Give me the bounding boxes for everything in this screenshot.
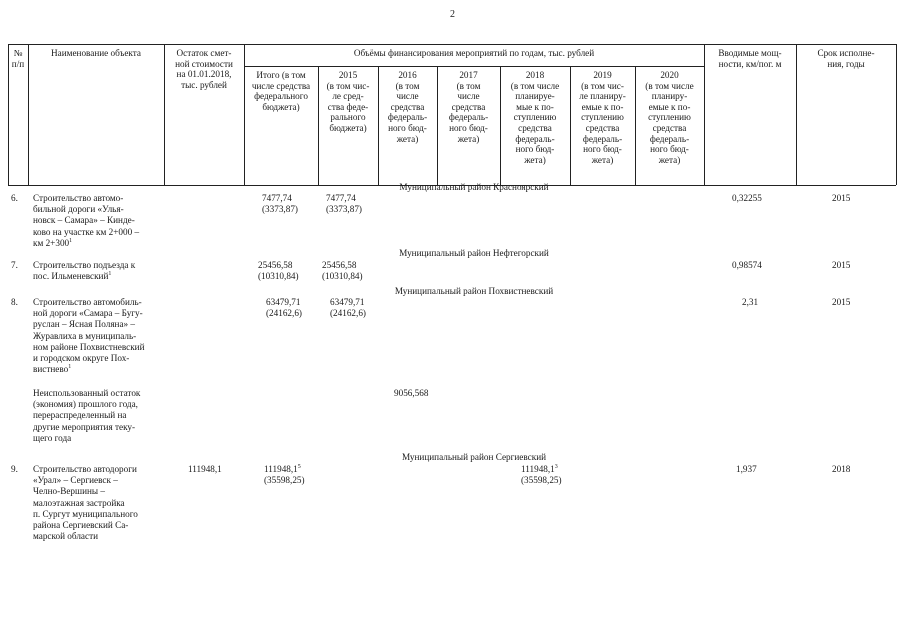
- row-number: 7.: [11, 260, 18, 270]
- object-name: Строительство автомо- бильной дороги «Улья- новск – Самара» – Кинде- ково на участке км 2+000 – км $2+300^1$: [33, 193, 140, 248]
- capacity-value: 0,32255: [732, 193, 762, 203]
- total-value: 111948,1$^5$ (35598,25): [264, 463, 305, 486]
- y2018-value: 111948,1$^3$ (35598,25): [521, 463, 562, 486]
- header-2018: 2018 (в том числе планируе- мые к по- ступлению средства федераль- ного бюд- жета): [510, 70, 560, 165]
- page-number: 2: [450, 9, 455, 20]
- y2015-value: 63479,71 (24162,6): [330, 297, 366, 319]
- header-funding-group: Объёмы финансирования мероприятий по годам, тыс. рублей: [353, 48, 595, 58]
- object-name: Строительство автомобиль- ной дороги «Самара – Бугу- руслан – Ясная Поляна» – Журавлиха в муниципаль- ном районе Похвистневский и городском округе Пох- вистнево$^1$: [33, 297, 145, 375]
- district-title: Муниципальный район Сергиевский: [401, 452, 547, 462]
- header-2016: 2016 (в том числе средства федераль- ного бюд- жета): [387, 70, 428, 144]
- header-capacity: Вводимые мощ- ности, км/пог. м: [718, 48, 782, 69]
- header-name: Наименование объекта: [51, 48, 141, 58]
- header-term: Срок исполне- ния, годы: [817, 48, 875, 69]
- y2015-value: 7477,74 (3373,87): [326, 193, 362, 215]
- district-title: Муниципальный район Похвистневский: [394, 286, 554, 296]
- capacity-value: 2,31: [742, 297, 759, 307]
- term-value: 2015: [832, 193, 851, 203]
- y2015-value: 25456,58 (10310,84): [322, 260, 363, 282]
- total-value: 63479,71 (24162,6): [266, 297, 302, 319]
- header-2019: 2019 (в том чис- ле планиру- емые к по- ступлению средства федераль- ного бюд- жета): [579, 70, 626, 165]
- header-balance: Остаток смет- ной стоимости на 01.01.2018, тыс. рублей: [175, 48, 233, 90]
- term-value: 2018: [832, 464, 851, 474]
- total-value: 25456,58 (10310,84): [258, 260, 299, 282]
- balance-value: 111948,1: [188, 464, 222, 474]
- term-value: 2015: [832, 260, 851, 270]
- y2016-value: 9056,568: [394, 388, 429, 398]
- term-value: 2015: [832, 297, 851, 307]
- total-value: 7477,74 (3373,87): [262, 193, 298, 215]
- district-title: Муниципальный район Нефтегорский: [399, 248, 549, 258]
- capacity-value: 0,98574: [732, 260, 762, 270]
- header-2020: 2020 (в том числе планиру- емые к по- ступлению средства федераль- ного бюд- жета): [645, 70, 694, 165]
- district-title: Муниципальный район Красноярский: [399, 182, 549, 192]
- unused-balance-label: Неиспользованный остаток (экономия) прошлого года, перераспределенный на другие мероприятия теку- щего года: [33, 388, 141, 443]
- row-number: 9.: [11, 464, 18, 474]
- header-total: Итого (в том числе средства федерального бюджета): [251, 70, 311, 112]
- object-name: Строительство подъезда к пос. Ильмeневский$^1$: [33, 260, 136, 282]
- header-2015: 2015 (в том чис- ле сред- ства феде- рального бюджета): [326, 70, 370, 133]
- header-2017: 2017 (в том числе средства федераль- ного бюд- жета): [448, 70, 489, 144]
- header-num: № п/п: [11, 48, 25, 69]
- capacity-value: 1,937: [736, 464, 757, 474]
- row-number: 8.: [11, 297, 18, 307]
- object-name: Строительство автодороги «Урал» – Сергиевск – Челно-Вершины – малоэтажная застройка п. Сургут муниципального района Сергиевский Са- марской области: [33, 464, 138, 542]
- row-number: 6.: [11, 193, 18, 203]
